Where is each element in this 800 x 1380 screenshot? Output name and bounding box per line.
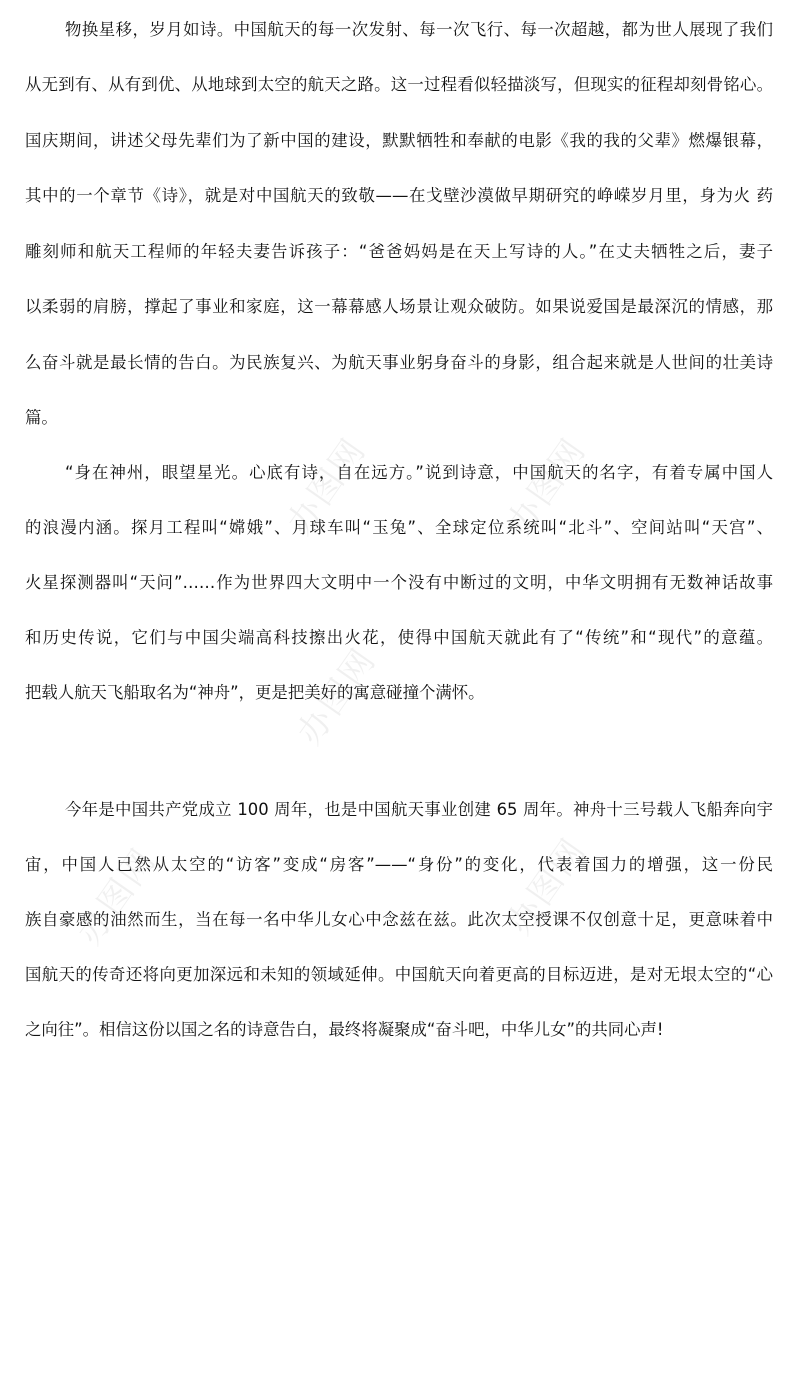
text-line: 火星探测器叫“天问”……作为世界四大文明中一个没有中断过的文明，中华文明拥有无数神话故事: [25, 573, 773, 592]
text-line: 么奋斗就是最长情的告白。为民族复兴、为航天事业躬身奋斗的身影，组合起来就是人世间的壮美诗: [25, 353, 773, 372]
watermark-text: 办图网: [279, 430, 375, 543]
text-line: 以柔弱的肩膀，撑起了事业和家庭，这一幕幕感人场景让观众破防。如果说爱国是最深沉的情感，那: [25, 297, 773, 316]
watermark-text: 办图网: [69, 840, 165, 953]
text-line: 和历史传说，它们与中国尖端高科技擦出火花，使得中国航天就此有了“传统”和“现代”的意蕴。: [25, 628, 773, 647]
text-line: 之向往”。相信这份以国之名的诗意告白，最终将凝聚成“奋斗吧，中华儿女”的共同心声!: [25, 1020, 664, 1039]
text-line: 物换星移，岁月如诗。中国航天的每一次发射、每一次飞行、每一次超越，都为世人展现了我们: [65, 20, 773, 39]
watermark-text: 办图网: [499, 430, 595, 543]
watermark-text: 办图网: [499, 830, 595, 943]
text-line: 今年是中国共产党成立 100 周年，也是中国航天事业创建 65 周年。神舟十三号载人飞船奔向宇: [65, 800, 773, 819]
text-line: 把载人航天飞船取名为“神舟”，更是把美好的寓意碰撞个满怀。: [25, 683, 485, 702]
text-line: 从无到有、从有到优、从地球到太空的航天之路。这一过程看似轻描淡写，但现实的征程却刻骨铭心。: [25, 75, 773, 94]
text-line: 的浪漫内涵。探月工程叫“嫦娥”、月球车叫“玉兔”、全球定位系统叫“北斗”、空间站叫“天宫”、: [25, 518, 773, 537]
text-line: 篇。: [25, 408, 58, 427]
text-line: 宙，中国人已然从太空的“访客”变成“房客”——“身份”的变化，代表着国力的增强，这一份民: [25, 855, 773, 874]
text-line: 其中的一个章节《诗》，就是对中国航天的致敬——在戈壁沙漠做早期研究的峥嵘岁月里，身为火 药: [25, 186, 773, 205]
text-line: 国航天的传奇还将向更加深远和未知的领域延伸。中国航天向着更高的目标迈进，是对无垠太空的“心: [25, 965, 773, 984]
text-line: 国庆期间，讲述父母先辈们为了新中国的建设，默默牺牲和奉献的电影《我的我的父辈》燃爆银幕，: [25, 131, 773, 150]
text-line: 族自豪感的油然而生，当在每一名中华儿女心中念兹在兹。此次太空授课不仅创意十足，更意味着中: [25, 910, 773, 929]
text-line: “身在神州，眼望星光。心底有诗，自在远方。”说到诗意，中国航天的名字，有着专属中国人: [65, 463, 773, 482]
text-line: 雕刻师和航天工程师的年轻夫妻告诉孩子：“爸爸妈妈是在天上写诗的人。”在丈夫牺牲之后，妻子: [25, 242, 773, 261]
watermark-text: 办图网: [289, 640, 385, 753]
